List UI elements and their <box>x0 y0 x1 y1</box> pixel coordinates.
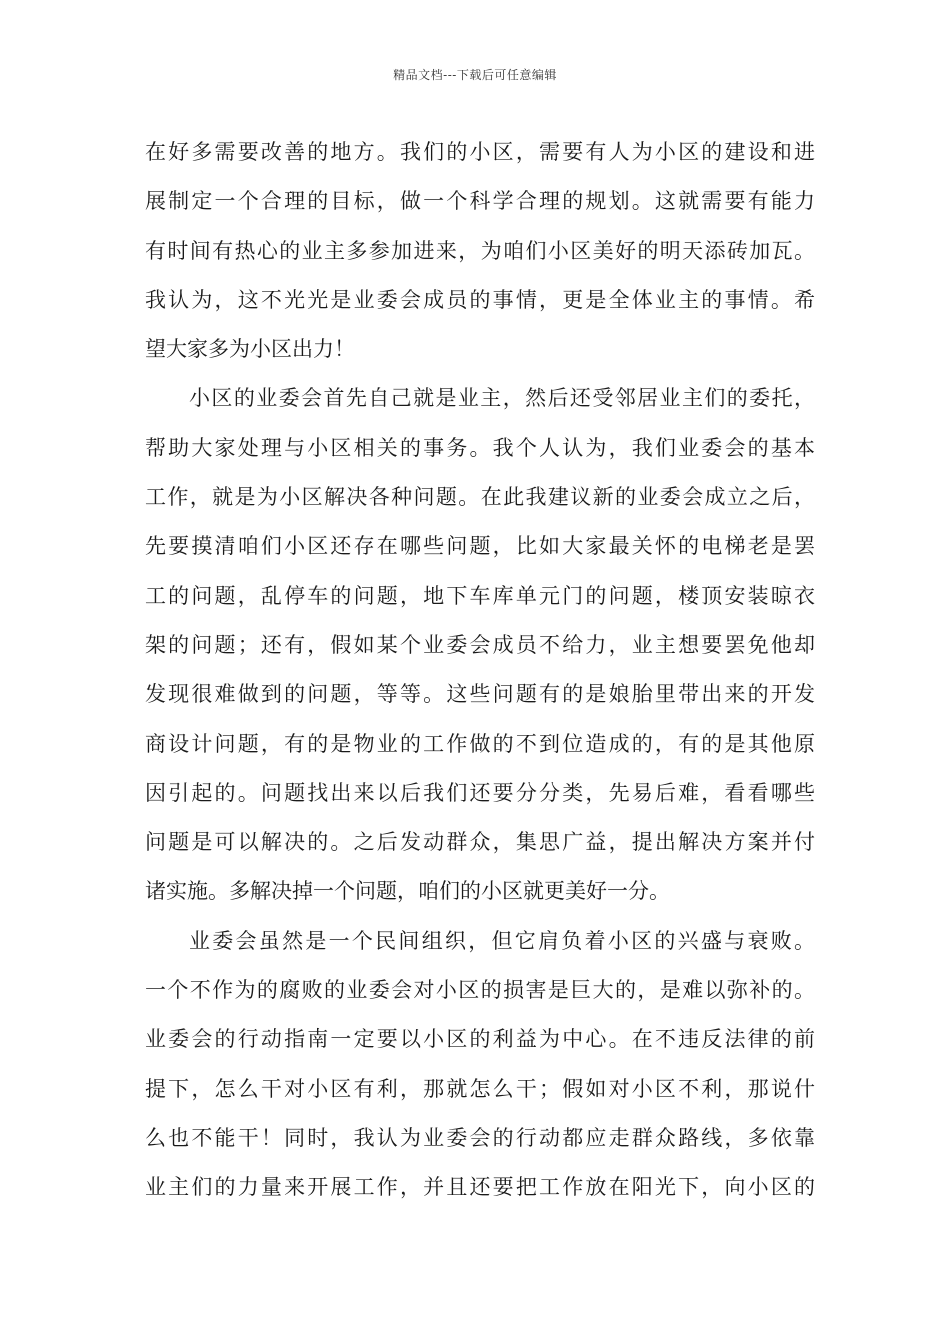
text-line: 业委会的行动指南一定要以小区的利益为中心。在不违反法律的前 <box>145 1027 815 1052</box>
text-line: 帮助大家处理与小区相关的事务。我个人认为，我们业委会的基本 <box>145 435 815 460</box>
paragraph-1 <box>145 128 815 374</box>
paragraph-2 <box>145 374 815 916</box>
text-line: 工的问题，乱停车的问题，地下车库单元门的问题，楼顶安装晾衣 <box>145 583 815 608</box>
text-line: 业主们的力量来开展工作，并且还要把工作放在阳光下，向小区的 <box>145 1175 815 1200</box>
text-line: 我认为，这不光光是业委会成员的事情，更是全体业主的事情。希 <box>145 287 815 312</box>
text-line: 商设计问题，有的是物业的工作做的不到位造成的，有的是其他原 <box>145 731 815 756</box>
text-line: 在好多需要改善的地方。我们的小区，需要有人为小区的建设和进 <box>145 140 815 164</box>
text-line: 架的问题；还有，假如某个业委会成员不给力，业主想要罢免他却 <box>145 632 815 657</box>
text-line: 展制定一个合理的目标，做一个科学合理的规划。这就需要有能力 <box>145 189 815 214</box>
text-line: 望大家多为小区出力！ <box>145 337 355 362</box>
text-line: 小区的业委会首先自己就是业主，然后还受邻居业主们的委托， <box>189 386 815 411</box>
document-body <box>145 128 815 1213</box>
text-line: 提下，怎么干对小区有利，那就怎么干；假如对小区不利，那说什 <box>145 1076 815 1101</box>
text-line: 发现很难做到的问题，等等。这些问题有的是娘胎里带出来的开发 <box>145 682 815 707</box>
text-line: 因引起的。问题找出来以后我们还要分分类，先易后难，看看哪些 <box>145 780 815 805</box>
text-line: 先要摸清咱们小区还存在哪些问题，比如大家最关怀的电梯老是罢 <box>145 534 815 559</box>
text-line: 业委会虽然是一个民间组织，但它肩负着小区的兴盛与衰败。 <box>189 928 815 953</box>
text-line: 有时间有热心的业主多参加进来，为咱们小区美好的明天添砖加瓦。 <box>145 238 815 263</box>
text-line: 问题是可以解决的。之后发动群众，集思广益，提出解决方案并付 <box>145 830 815 855</box>
paragraph-3 <box>145 917 815 1213</box>
page-header: 精品文档---下载后可任意编辑 <box>393 68 557 82</box>
text-line: 一个不作为的腐败的业委会对小区的损害是巨大的，是难以弥补的。 <box>145 978 815 1003</box>
text-line: 么也不能干！同时，我认为业委会的行动都应走群众路线，多依靠 <box>145 1125 815 1150</box>
text-line: 诸实施。多解决掉一个问题，咱们的小区就更美好一分。 <box>145 879 670 904</box>
text-line: 工作，就是为小区解决各种问题。在此我建议新的业委会成立之后， <box>145 485 815 510</box>
